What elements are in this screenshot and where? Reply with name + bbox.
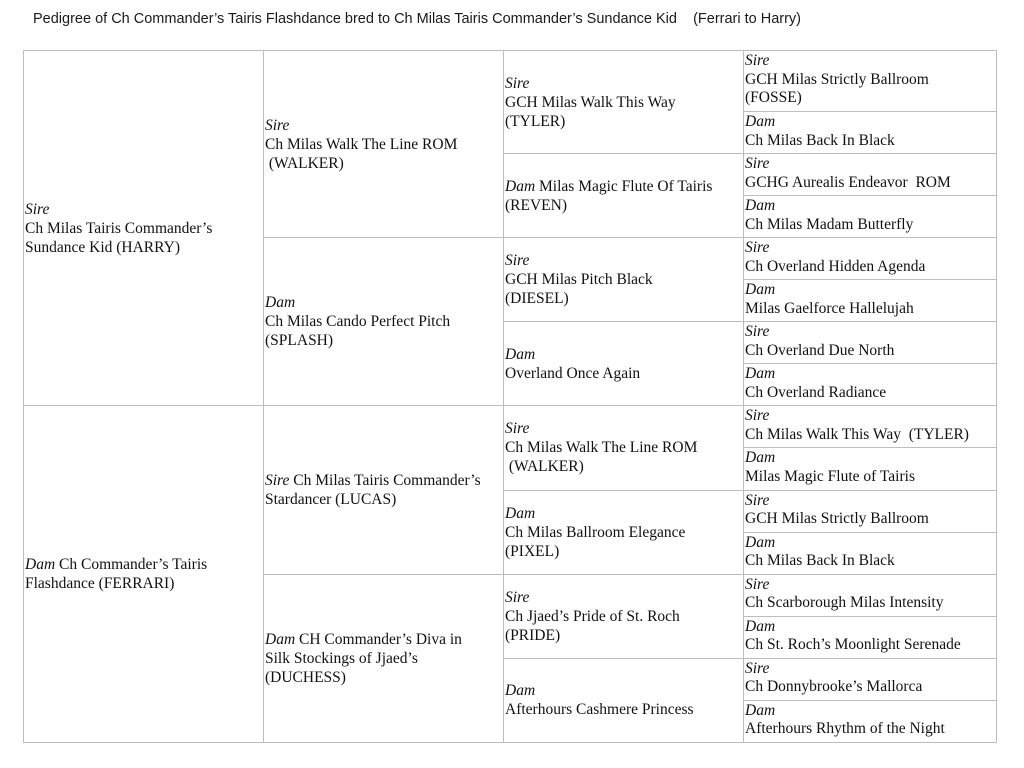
g1-sire-cell — [24, 51, 264, 406]
dog-name: Flashdance (FERRARI) — [25, 575, 175, 593]
role-label: Dam — [745, 365, 776, 383]
dog-name: Ch Overland Radiance — [745, 383, 887, 401]
dog-name: (FOSSE) — [745, 89, 802, 106]
dog-name: Ch Commander’s Tairis — [59, 556, 208, 574]
g4-dam-cell — [744, 532, 997, 574]
dog-name: Ch Overland Hidden Agenda — [745, 257, 926, 275]
dog-name: Milas Gaelforce Hallelujah — [745, 299, 914, 317]
role-label: Dam — [505, 682, 536, 700]
role-label: Sire — [505, 588, 530, 606]
dog-name: Ch Scarborough Milas Intensity — [745, 594, 944, 612]
dog-name: Ch Jjaed’s Pride of St. Roch — [505, 607, 680, 625]
role-label: Sire — [505, 420, 530, 438]
role-label: Sire — [265, 116, 290, 134]
dog-name: Ch Milas Back In Black — [745, 552, 895, 570]
role-label: Sire — [745, 323, 770, 341]
g3-dam-cell — [504, 658, 744, 742]
dog-name: Ch Milas Ballroom Elegance — [505, 523, 686, 541]
g2-dam-cell — [264, 238, 504, 406]
dog-name: GCH Milas Strictly Ballroom — [745, 70, 929, 88]
role-label: Dam — [505, 345, 536, 363]
g4-sire-cell — [744, 658, 997, 700]
role-label: Sire — [25, 200, 50, 218]
role-label: Sire — [505, 252, 530, 270]
dog-name: Stardancer (LUCAS) — [265, 491, 397, 508]
page-heading: Pedigree of Ch Commander’s Tairis Flashdance bred to Ch Milas Tairis Commander’s Sundance Kid (Ferrari to Harry) — [33, 11, 802, 27]
dog-name: (WALKER) — [505, 458, 584, 476]
role-label: Sire — [745, 491, 770, 509]
g4-sire-cell — [744, 51, 997, 112]
role-label: Sire — [745, 155, 770, 173]
dog-name: (WALKER) — [265, 154, 344, 172]
g3-sire-cell — [504, 238, 744, 322]
g4-dam-cell — [744, 364, 997, 406]
g4-dam-cell — [744, 280, 997, 322]
g4-dam-cell — [744, 616, 997, 658]
role-label: Sire — [745, 239, 770, 257]
dog-name: (DUCHESS) — [265, 668, 346, 686]
g3-dam-cell — [504, 490, 744, 574]
dog-name: Milas Magic Flute of Tairis — [745, 467, 915, 485]
role-label: Dam — [505, 177, 536, 195]
g2-sire-cell — [264, 406, 504, 574]
dog-name: (TYLER) — [505, 112, 566, 130]
dog-name: (SPLASH) — [265, 332, 334, 350]
dog-name: Ch Milas Walk The Line ROM — [265, 135, 458, 153]
dog-name: Ch Milas Tairis Commander’s — [293, 472, 481, 489]
dog-name: Sundance Kid (HARRY) — [25, 238, 180, 256]
dog-name: Ch Milas Back In Black — [745, 131, 895, 149]
dog-name: Milas Magic Flute Of Tairis — [539, 177, 713, 195]
dog-name: Ch Milas Tairis Commander’s — [25, 219, 213, 237]
dog-name: (REVEN) — [505, 196, 567, 214]
dog-name: Ch Milas Madam Butterfly — [745, 215, 914, 233]
role-label: Sire — [505, 74, 530, 92]
dog-name: (PRIDE) — [505, 626, 561, 644]
dog-name: Ch St. Roch’s Moonlight Serenade — [745, 636, 961, 654]
dog-name: Ch Donnybrooke’s Mallorca — [745, 678, 923, 696]
dog-name: (PIXEL) — [505, 542, 560, 560]
g4-sire-cell — [744, 238, 997, 280]
dog-name: Afterhours Rhythm of the Night — [745, 720, 945, 738]
role-label: Dam — [25, 556, 56, 574]
g2-sire-cell — [264, 51, 504, 238]
g4-dam-cell — [744, 448, 997, 490]
role-label: Dam — [745, 449, 776, 467]
role-label: Sire — [745, 659, 770, 677]
dog-name: GCHG Aurealis Endeavor ROM — [745, 173, 951, 191]
dog-name: Afterhours Cashmere Princess — [505, 701, 694, 719]
g3-sire-cell — [504, 51, 744, 154]
dog-name: Ch Milas Walk This Way (TYLER) — [745, 425, 969, 443]
dog-name: Ch Overland Due North — [745, 341, 895, 359]
g2-dam-cell — [264, 574, 504, 742]
role-label: Dam — [505, 504, 536, 522]
role-label: Dam — [745, 281, 776, 299]
g3-sire-cell — [504, 574, 744, 658]
g3-dam-cell — [504, 154, 744, 238]
pedigree-table — [23, 50, 997, 743]
role-label: Dam — [745, 617, 776, 635]
role-label: Dam — [745, 113, 776, 131]
role-label: Sire — [745, 52, 770, 69]
dog-name: GCH Milas Pitch Black — [505, 271, 653, 289]
g3-sire-cell — [504, 406, 744, 490]
role-label: Dam — [745, 197, 776, 215]
role-label: Dam — [745, 533, 776, 551]
g4-sire-cell — [744, 154, 997, 196]
g4-dam-cell — [744, 700, 997, 742]
dog-name: CH Commander’s Diva in — [299, 630, 462, 648]
role-label: Sire — [265, 472, 290, 489]
dog-name: Overland Once Again — [505, 364, 641, 382]
role-label: Dam — [745, 701, 776, 719]
role-label: Sire — [745, 575, 770, 593]
g1-dam-cell — [24, 406, 264, 743]
g4-dam-cell — [744, 196, 997, 238]
g3-dam-cell — [504, 322, 744, 406]
role-label: Dam — [265, 294, 296, 312]
g4-sire-cell — [744, 490, 997, 532]
g4-sire-cell — [744, 322, 997, 364]
g4-dam-cell — [744, 112, 997, 154]
dog-name: Ch Milas Walk The Line ROM — [505, 439, 698, 457]
g4-sire-cell — [744, 406, 997, 448]
dog-name: (DIESEL) — [505, 290, 569, 308]
g4-sire-cell — [744, 574, 997, 616]
role-label: Dam — [265, 630, 296, 648]
dog-name: Silk Stockings of Jjaed’s — [265, 649, 418, 667]
role-label: Sire — [745, 407, 770, 425]
dog-name: Ch Milas Cando Perfect Pitch — [265, 313, 451, 331]
dog-name: GCH Milas Walk This Way — [505, 93, 676, 111]
dog-name: GCH Milas Strictly Ballroom — [745, 510, 929, 527]
